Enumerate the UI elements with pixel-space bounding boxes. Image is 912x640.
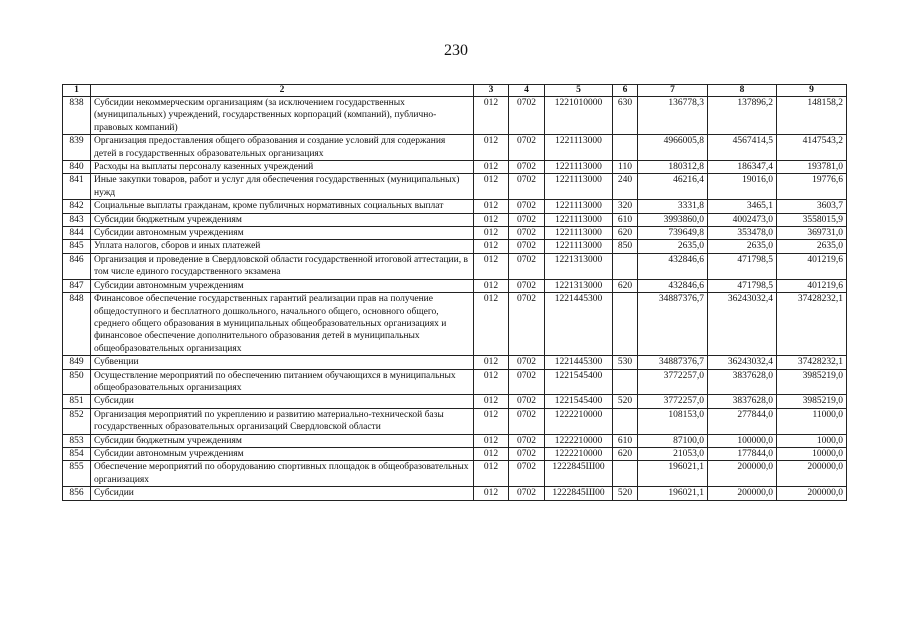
table-row [63,174,847,200]
table-row [63,408,847,434]
ministry-code: 012 [474,240,509,253]
item-name: Организация и проведение в Свердловской области государственной итоговой аттестации, в том числе единого государственного экзамена [91,253,474,279]
target-code: 1222210000 [545,447,613,460]
ministry-code: 012 [474,279,509,292]
target-code: 1221113000 [545,135,613,161]
item-name: Субсидии [91,395,474,408]
table-row [63,461,847,487]
ministry-code: 012 [474,434,509,447]
amount-col-8: 186347,4 [708,161,777,174]
amount-col-7: 21053,0 [638,447,708,460]
table-row [63,395,847,408]
ministry-code: 012 [474,97,509,135]
amount-col-9: 1000,0 [777,434,847,447]
target-code: 1221313000 [545,253,613,279]
amount-col-7: 3993860,0 [638,213,708,226]
section-code: 0702 [509,487,545,500]
expense-type-code: 520 [613,395,638,408]
amount-col-8: 353478,0 [708,227,777,240]
amount-col-9: 193781,0 [777,161,847,174]
amount-col-9: 200000,0 [777,487,847,500]
amount-col-8: 4567414,5 [708,135,777,161]
expense-type-code: 530 [613,356,638,369]
target-code: 1221313000 [545,279,613,292]
amount-col-7: 432846,6 [638,279,708,292]
row-number: 847 [63,279,91,292]
expense-type-code: 610 [613,213,638,226]
amount-col-7: 87100,0 [638,434,708,447]
ministry-code: 012 [474,227,509,240]
section-code: 0702 [509,461,545,487]
amount-col-8: 3837628,0 [708,395,777,408]
table-row [63,434,847,447]
amount-col-8: 3837628,0 [708,369,777,395]
target-code: 1221113000 [545,240,613,253]
item-name: Субсидии автономным учреждениям [91,447,474,460]
amount-col-9: 3985219,0 [777,369,847,395]
amount-col-8: 200000,0 [708,461,777,487]
item-name: Организация предоставления общего образования и создание условий для содержания детей в государственных образовательных организациях [91,135,474,161]
amount-col-7: 136778,3 [638,97,708,135]
amount-col-7: 3772257,0 [638,369,708,395]
item-name: Уплата налогов, сборов и иных платежей [91,240,474,253]
table-row [63,97,847,135]
page-number: 230 [444,42,468,59]
section-code: 0702 [509,369,545,395]
amount-col-8: 177844,0 [708,447,777,460]
amount-col-8: 4002473,0 [708,213,777,226]
amount-col-7: 2635,0 [638,240,708,253]
column-header: 3 [474,85,509,97]
expense-type-code: 850 [613,240,638,253]
target-code: 1221113000 [545,174,613,200]
row-number: 850 [63,369,91,395]
item-name: Субсидии автономным учреждениям [91,279,474,292]
target-code: 1221445300 [545,293,613,356]
column-header: 2 [91,85,474,97]
expense-type-code: 620 [613,227,638,240]
ministry-code: 012 [474,213,509,226]
column-header: 1 [63,85,91,97]
section-code: 0702 [509,395,545,408]
row-number: 853 [63,434,91,447]
column-header: 5 [545,85,613,97]
ministry-code: 012 [474,135,509,161]
amount-col-9: 37428232,1 [777,356,847,369]
ministry-code: 012 [474,356,509,369]
target-code: 1221113000 [545,161,613,174]
row-number: 849 [63,356,91,369]
amount-col-7: 46216,4 [638,174,708,200]
ministry-code: 012 [474,161,509,174]
section-code: 0702 [509,135,545,161]
ministry-code: 012 [474,253,509,279]
amount-col-8: 19016,0 [708,174,777,200]
item-name: Субвенции [91,356,474,369]
amount-col-9: 401219,6 [777,253,847,279]
expense-type-code [613,135,638,161]
row-number: 840 [63,161,91,174]
column-header: 6 [613,85,638,97]
ministry-code: 012 [474,200,509,213]
target-code: 1221113000 [545,227,613,240]
item-name: Субсидии бюджетным учреждениям [91,434,474,447]
amount-col-7: 34887376,7 [638,356,708,369]
section-code: 0702 [509,161,545,174]
table-row [63,279,847,292]
expense-type-code: 630 [613,97,638,135]
row-number: 838 [63,97,91,135]
row-number: 855 [63,461,91,487]
amount-col-8: 100000,0 [708,434,777,447]
target-code: 1222845Ш00 [545,461,613,487]
row-number: 848 [63,293,91,356]
row-number: 843 [63,213,91,226]
row-number: 839 [63,135,91,161]
table-row [63,293,847,356]
section-code: 0702 [509,356,545,369]
table-row [63,369,847,395]
item-name: Финансовое обеспечение государственных гарантий реализации прав на получение общедоступного и бесплатного дошкольного, начального общего, основного общего, среднего общего образования в муниципальных общеобразовательных организациях и финансовое обеспечение дополнительного образования детей в муниципальных общеобразовательных организациях [91,293,474,356]
amount-col-8: 200000,0 [708,487,777,500]
ministry-code: 012 [474,395,509,408]
expense-type-code [613,253,638,279]
table-row [63,213,847,226]
amount-col-8: 3465,1 [708,200,777,213]
target-code: 1221113000 [545,213,613,226]
expense-type-code: 520 [613,487,638,500]
column-header: 7 [638,85,708,97]
table-row [63,200,847,213]
item-name: Субсидии некоммерческим организациям (за исключением государственных (муниципальных) учреждений, государственных корпораций (компаний), публично-правовых компаний) [91,97,474,135]
expense-type-code [613,369,638,395]
expense-type-code: 320 [613,200,638,213]
target-code: 1222210000 [545,434,613,447]
row-number: 854 [63,447,91,460]
section-code: 0702 [509,293,545,356]
section-code: 0702 [509,213,545,226]
target-code: 1221545400 [545,369,613,395]
target-code: 1222845Ш00 [545,487,613,500]
amount-col-7: 739649,8 [638,227,708,240]
table-row [63,356,847,369]
amount-col-7: 3331,8 [638,200,708,213]
amount-col-9: 10000,0 [777,447,847,460]
section-code: 0702 [509,97,545,135]
column-header: 8 [708,85,777,97]
amount-col-9: 3558015,9 [777,213,847,226]
row-number: 852 [63,408,91,434]
amount-col-7: 196021,1 [638,487,708,500]
amount-col-9: 11000,0 [777,408,847,434]
amount-col-9: 37428232,1 [777,293,847,356]
amount-col-7: 432846,6 [638,253,708,279]
expense-type-code: 620 [613,279,638,292]
expense-type-code: 240 [613,174,638,200]
item-name: Субсидии бюджетным учреждениям [91,213,474,226]
budget-table [62,84,847,501]
target-code: 1221010000 [545,97,613,135]
row-number: 856 [63,487,91,500]
amount-col-7: 34887376,7 [638,293,708,356]
ministry-code: 012 [474,447,509,460]
amount-col-9: 19776,6 [777,174,847,200]
amount-col-8: 471798,5 [708,253,777,279]
amount-col-8: 277844,0 [708,408,777,434]
item-name: Осуществление мероприятий по обеспечению питанием обучающихся в муниципальных общеобразовательных организациях [91,369,474,395]
section-code: 0702 [509,200,545,213]
section-code: 0702 [509,174,545,200]
section-code: 0702 [509,279,545,292]
target-code: 1222210000 [545,408,613,434]
amount-col-7: 4966005,8 [638,135,708,161]
section-code: 0702 [509,227,545,240]
ministry-code: 012 [474,369,509,395]
table-body [63,97,847,501]
expense-type-code: 610 [613,434,638,447]
row-number: 844 [63,227,91,240]
amount-col-7: 180312,8 [638,161,708,174]
amount-col-8: 471798,5 [708,279,777,292]
header-row [63,85,847,97]
amount-col-9: 3985219,0 [777,395,847,408]
target-code: 1221445300 [545,356,613,369]
amount-col-9: 148158,2 [777,97,847,135]
expense-type-code [613,408,638,434]
amount-col-8: 2635,0 [708,240,777,253]
amount-col-7: 3772257,0 [638,395,708,408]
amount-col-8: 36243032,4 [708,293,777,356]
table-row [63,487,847,500]
expense-type-code: 620 [613,447,638,460]
amount-col-7: 196021,1 [638,461,708,487]
target-code: 1221113000 [545,200,613,213]
amount-col-9: 369731,0 [777,227,847,240]
table-row [63,447,847,460]
ministry-code: 012 [474,461,509,487]
table-row [63,240,847,253]
amount-col-8: 36243032,4 [708,356,777,369]
section-code: 0702 [509,408,545,434]
item-name: Расходы на выплаты персоналу казенных учреждений [91,161,474,174]
column-header: 4 [509,85,545,97]
row-number: 841 [63,174,91,200]
section-code: 0702 [509,447,545,460]
row-number: 846 [63,253,91,279]
expense-type-code: 110 [613,161,638,174]
item-name: Социальные выплаты гражданам, кроме публичных нормативных социальных выплат [91,200,474,213]
ministry-code: 012 [474,408,509,434]
section-code: 0702 [509,434,545,447]
amount-col-9: 2635,0 [777,240,847,253]
amount-col-9: 3603,7 [777,200,847,213]
amount-col-9: 200000,0 [777,461,847,487]
item-name: Иные закупки товаров, работ и услуг для обеспечения государственных (муниципальных) нужд [91,174,474,200]
section-code: 0702 [509,253,545,279]
amount-col-9: 401219,6 [777,279,847,292]
target-code: 1221545400 [545,395,613,408]
row-number: 845 [63,240,91,253]
expense-type-code [613,461,638,487]
table-row [63,135,847,161]
row-number: 851 [63,395,91,408]
column-header: 9 [777,85,847,97]
amount-col-7: 108153,0 [638,408,708,434]
item-name: Организация мероприятий по укреплению и развитию материально-технической базы государственных образовательных организаций Свердловской области [91,408,474,434]
amount-col-9: 4147543,2 [777,135,847,161]
item-name: Субсидии [91,487,474,500]
amount-col-8: 137896,2 [708,97,777,135]
row-number: 842 [63,200,91,213]
expense-type-code [613,293,638,356]
section-code: 0702 [509,240,545,253]
table-row [63,227,847,240]
table-row [63,161,847,174]
ministry-code: 012 [474,487,509,500]
ministry-code: 012 [474,293,509,356]
item-name: Субсидии автономным учреждениям [91,227,474,240]
item-name: Обеспечение мероприятий по оборудованию спортивных площадок в общеобразовательных организациях [91,461,474,487]
table-row [63,253,847,279]
ministry-code: 012 [474,174,509,200]
